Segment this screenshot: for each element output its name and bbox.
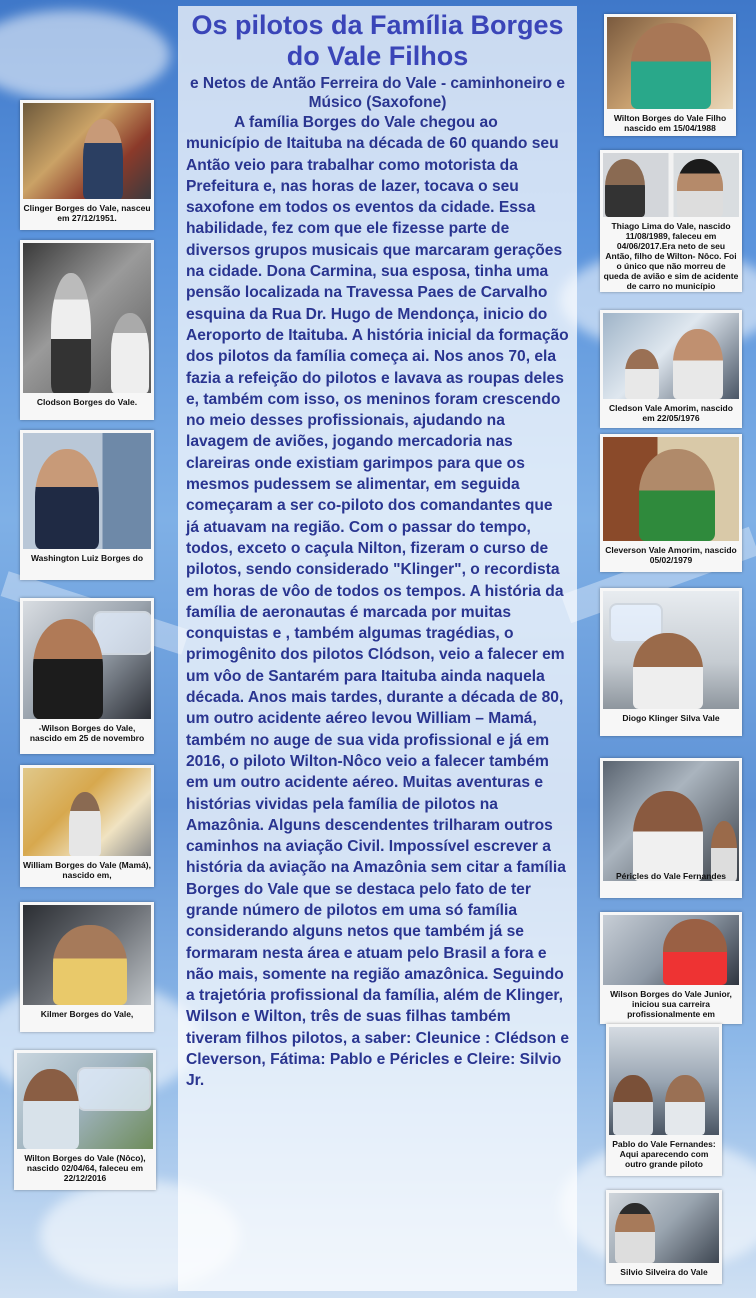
caption-pablo: Pablo do Vale Fernandes: Aqui aparecendo com outro grande piloto [612, 1139, 716, 1169]
photo-card-kilmer [20, 902, 154, 1032]
photo-wilton [17, 1053, 153, 1149]
photo-kilmer [23, 905, 151, 1005]
caption-william: William Borges do Vale (Mamá), nascido em, [23, 860, 151, 880]
caption-wilson-junior: Wilson Borges do Vale Junior, iniciou sua carreira profissionalmente em [610, 989, 732, 1019]
caption-kilmer: Kilmer Borges do Vale, [40, 1009, 134, 1019]
photo-card-wilson-junior [600, 912, 742, 1024]
caption-wilton-filho: Wilton Borges do Vale Filho nascido em 15/04/1988 [613, 113, 727, 133]
caption-thiago: Thiago Lima do Vale, nascido 11/08/1989, faleceu em 04/06/2017.Era neto de seu Antão, filho de Wilton- Nôco. Foi o único que não morreu de queda de avião e sim de acidente de carro no município [603, 221, 739, 291]
caption-washington: Washington Luiz Borges do [30, 553, 144, 563]
photo-card-clodson [20, 240, 154, 420]
photo-clinger [23, 103, 151, 199]
photo-clodson [23, 243, 151, 393]
photo-card-thiago [600, 150, 742, 292]
photo-wilton-filho [607, 17, 733, 109]
photo-card-silvio [606, 1190, 722, 1284]
caption-pericles: Péricles do Vale Fernandes [615, 871, 727, 881]
caption-wilson: -Wilson Borges do Vale, nascido em 25 de novembro [29, 723, 145, 743]
photo-washington [23, 433, 151, 549]
photo-diogo [603, 591, 739, 709]
photo-cledson [603, 313, 739, 399]
photo-card-pablo [606, 1024, 722, 1176]
caption-cledson: Cledson Vale Amorim, nascido em 22/05/1976 [609, 403, 733, 423]
photo-cleverson [603, 437, 739, 541]
photo-wilson [23, 601, 151, 719]
photo-pablo [609, 1027, 719, 1135]
photo-card-wilson [20, 598, 154, 754]
article-body: A família Borges do Vale chegou ao município de Itaituba na década de 60 quando seu Antão veio para trabalhar como motorista da Prefeitura e, nas horas de lazer, tocava o seu saxofone em todos os eventos da cidade. Essa habilidade, fez com que ele fizesse parte de diversos grupos musicais que marcaram gerações na cidade. Dona Carmina, sua esposa, tinha uma pensão localizada na Travessa Paes de Carvalho esquina da Rua Dr. Hugo de Mendonça, inicio do Aeroporto de Itaituba. A história inicial da formação dos pilotos da família começa ai. Nos anos 70, ela fazia a refeição do pilotos e lavava as roupas deles e, também com isso, os meninos foram crescendo no meio desses profissionais, ajudando na lavagem de aviões, jogando mercadoria nas clareiras onde existiam garimpos para que os mesmos pudessem se alimentar, em seguida começaram a ser co-piloto dos comandantes que já atuavam na região. Com o passar do tempo, todos, exceto o caçula Nilton, fizeram o curso de pilotos, sendo considerado "Klinger", o recordista em horas de vôo de todos os tempos. A história da família de aeronautas é marcada por muitas conquistas e , também algumas tragédias, o primogênito dos pilotos Clódson, veio a falecer em um vôo de Santarém para Itaituba ainda naquela década. Anos mais tardes, durante a década de 80, um outro acidente aéreo levou William – Mamá, também no auge de sua vida profissional e já em 2016, o piloto Wilton-Nôco veio a falecer também em um outro acidente aéreo. Muitas aventuras e histórias vividas pela família de pilotos na Amazônia. Alguns descendentes trilharam outros caminhos na aviação Civil. Impossível escrever a história da aviação na Amazônia sem citar a família Borges do Vale que se destaca pelo fato de ter grande número de pilotos em uma só família considerando alguns netos que também já se formaram nesta área e atuam pelo Brasil a fora e não mais, somente na região amazônica. Seguindo a trajetória profissional da família, além de Klinger, Wilson e Wilton, três de suas filhas também tiveram filhos pilotos, a saber: Cleunice : Clédson e Cleverson, Fátima: Pablo e Péricles e Cleire: Silvio Jr. [186, 114, 570, 1090]
article-title: Os pilotos da Família Borges do Vale Filhos [191, 10, 564, 71]
photo-card-cleverson [600, 434, 742, 572]
photo-silvio [609, 1193, 719, 1263]
caption-wilton: Wilton Borges do Vale (Nôco), nascido 02/04/64, faleceu em 22/12/2016 [24, 1153, 146, 1183]
caption-diogo: Diogo Klinger Silva Vale [622, 713, 720, 723]
caption-clodson: Clodson Borges do Vale. [36, 397, 138, 407]
photo-pericles [603, 761, 739, 881]
photo-card-diogo [600, 588, 742, 736]
caption-silvio: Silvio Silveira do Vale [620, 1267, 708, 1277]
photo-card-william [20, 765, 154, 887]
article-subtitle: e Netos de Antão Ferreira do Vale - caminhoneiro e Músico (Saxofone) [190, 75, 565, 111]
caption-clinger: Clinger Borges do Vale, nasceu em 27/12/1951. [23, 203, 151, 223]
photo-card-cledson [600, 310, 742, 428]
photo-card-washington [20, 430, 154, 580]
photo-wilson-junior [603, 915, 739, 985]
photo-card-pericles [600, 758, 742, 898]
caption-cleverson: Cleverson Vale Amorim, nascido 05/02/1979 [605, 545, 737, 565]
photo-card-clinger [20, 100, 154, 230]
photo-card-wilton-filho [604, 14, 736, 136]
photo-thiago [603, 153, 739, 217]
article-panel [178, 6, 577, 1291]
photo-card-wilton [14, 1050, 156, 1190]
photo-william [23, 768, 151, 856]
